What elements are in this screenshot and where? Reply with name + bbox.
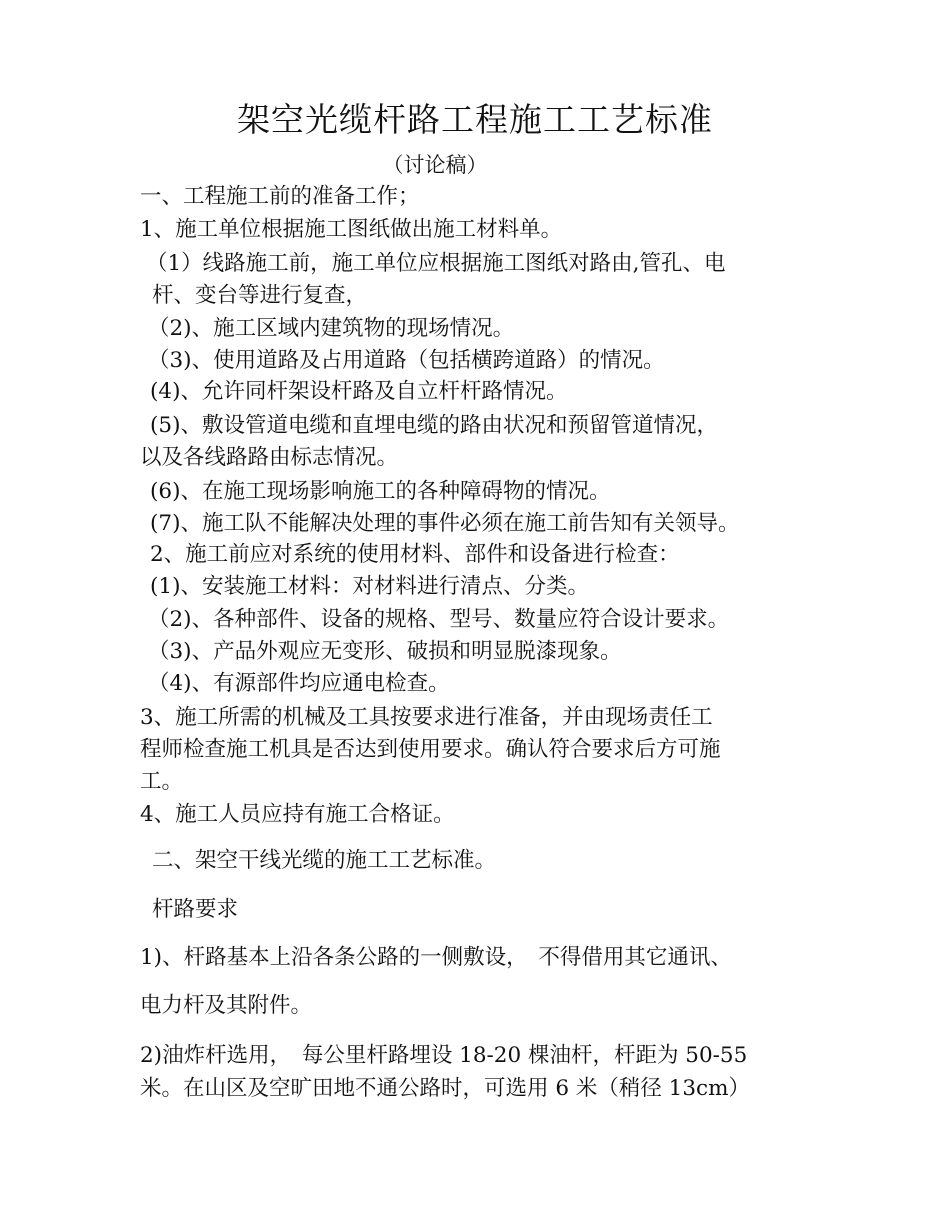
paragraph-line: (7)、施工队不能解决处理的事件必须在施工前告知有关领导。	[150, 511, 740, 536]
paragraph-line: （3)、使用道路及占用道路（包括横跨道路）的情况。	[148, 348, 665, 373]
paragraph-line: 米。在山区及空旷田地不通公路时，可选用 6 米（稍径 13cm）	[140, 1076, 750, 1101]
paragraph-line: （3)、产品外观应无变形、破损和明显脱漆现象。	[148, 639, 622, 664]
paragraph-line: 程师检查施工机具是否达到使用要求。确认符合要求后方可施	[140, 737, 721, 762]
paragraph-line: (4)、允许同杆架设杆路及自立杆杆路情况。	[150, 379, 568, 404]
paragraph-line: （2)、施工区域内建筑物的现场情况。	[148, 316, 515, 341]
paragraph-line: 2、施工前应对系统的使用材料、部件和设备进行检查：	[150, 542, 680, 567]
paragraph-line: (6)、在施工现场影响施工的各种障碍物的情况。	[150, 479, 611, 504]
paragraph-line: 电力杆及其附件。	[140, 993, 313, 1018]
document-subtitle: （讨论稿）	[382, 153, 488, 177]
subsection-heading: 杆路要求	[152, 897, 239, 922]
paragraph-line: 4、施工人员应持有施工合格证。	[140, 802, 455, 827]
paragraph-line: （4)、有源部件均应通电检查。	[148, 671, 450, 696]
section-heading: 一、工程施工前的准备工作；	[140, 184, 420, 209]
paragraph-line: 杆、变台等进行复查，	[152, 283, 368, 308]
paragraph-line: 2)油炸杆选用， 每公里杆路埋设 18-20 棵油杆，杆距为 50-55	[140, 1043, 748, 1068]
paragraph-line: 1)、杆路基本上沿各条公路的一侧敷设， 不得借用其它通讯、	[140, 945, 732, 970]
paragraph-line: 工。	[140, 769, 184, 794]
paragraph-line: （2)、各种部件、设备的规格、型号、数量应符合设计要求。	[148, 607, 730, 632]
paragraph-line: 3、施工所需的机械及工具按要求进行准备，并由现场责任工	[140, 705, 713, 730]
paragraph-line: 1、施工单位根据施工图纸做出施工材料单。	[140, 217, 563, 242]
paragraph-line: （1）线路施工前，施工单位应根据施工图纸对路由,管孔、电	[146, 251, 726, 276]
paragraph-line: (5)、敷设管道电缆和直埋电缆的路由状况和预留管道情况，	[150, 413, 718, 438]
document-title: 架空光缆杆路工程施工工艺标准	[237, 100, 713, 139]
section-heading: 二、架空干线光缆的施工工艺标准。	[152, 848, 497, 873]
paragraph-line: 以及各线路路由标志情况。	[140, 445, 399, 470]
paragraph-line: (1)、安装施工材料：对材料进行清点、分类。	[150, 574, 589, 599]
